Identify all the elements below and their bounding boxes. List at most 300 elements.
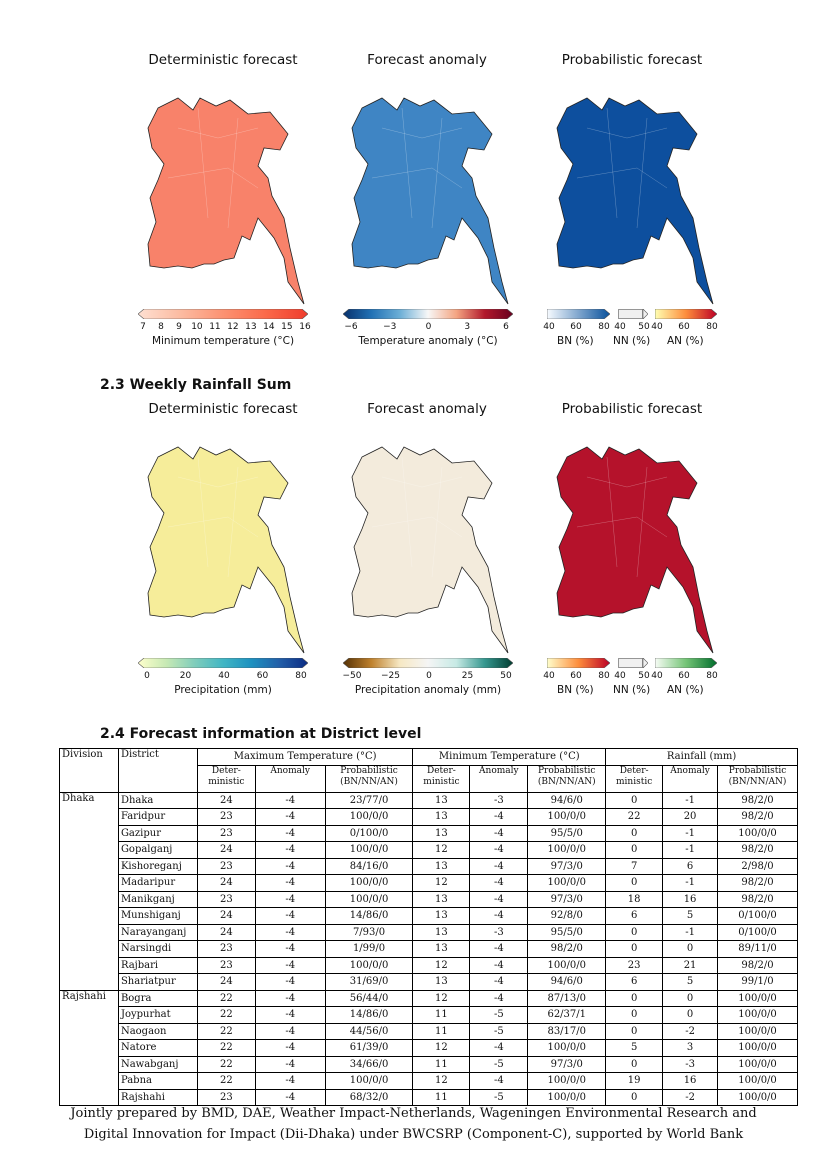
value-cell: 23 (606, 957, 663, 974)
value-cell: -4 (255, 924, 325, 941)
bn-label: BN (%) (557, 684, 594, 696)
value-cell: 100/0/0 (528, 957, 606, 974)
table-row (60, 842, 798, 859)
temp-anomaly-map (342, 68, 512, 308)
value-cell: 24 (197, 974, 255, 991)
value-cell: 7 (606, 858, 663, 875)
division-cell (60, 924, 119, 941)
value-cell: 0 (606, 825, 663, 842)
value-cell: 87/13/0 (528, 990, 606, 1007)
district-cell: Dhaka (118, 792, 197, 809)
value-cell: 100/0/0 (718, 825, 798, 842)
value-cell: 11 (413, 1023, 470, 1040)
value-cell: -4 (255, 1023, 325, 1040)
value-cell: -4 (255, 974, 325, 991)
tick-label: 3 (464, 322, 471, 332)
value-cell: -4 (255, 825, 325, 842)
value-cell: 92/8/0 (528, 908, 606, 925)
value-cell: 100/0/0 (718, 1040, 798, 1057)
district-cell: Rajbari (118, 957, 197, 974)
bn-label: BN (%) (557, 335, 594, 347)
district-cell: Manikganj (118, 891, 197, 908)
value-cell: -4 (470, 941, 528, 958)
value-cell: 18 (606, 891, 663, 908)
value-cell: 0 (606, 941, 663, 958)
district-cell: Rajshahi (118, 1089, 197, 1106)
table-row (60, 1056, 798, 1073)
district-cell: Munshiganj (118, 908, 197, 925)
value-cell: -4 (470, 974, 528, 991)
value-cell: 100/0/0 (528, 875, 606, 892)
footer (0, 1103, 827, 1145)
value-cell: 21 (663, 957, 718, 974)
table-row (60, 1040, 798, 1057)
tick-label: 40 (218, 671, 230, 681)
country-outline (557, 98, 713, 304)
value-cell: 12 (413, 842, 470, 859)
bn-colorbar (547, 658, 610, 668)
value-cell: -4 (255, 842, 325, 859)
country-outline (352, 447, 508, 653)
value-cell: 0 (606, 792, 663, 809)
table-row (60, 908, 798, 925)
value-cell: -5 (470, 1023, 528, 1040)
district-forecast-table (59, 748, 798, 1106)
tick-label: 40 (614, 322, 626, 332)
value-cell: -1 (663, 792, 718, 809)
an-colorbar (655, 658, 717, 668)
value-cell: 12 (413, 1040, 470, 1057)
value-cell: 100/0/0 (325, 842, 413, 859)
col-probabilistic: Probabilistic (BN/NN/AN) (528, 765, 606, 792)
value-cell: 62/37/1 (528, 1007, 606, 1024)
rainfall-section-heading: 2.3 Weekly Rainfall Sum (100, 377, 292, 393)
table-row (60, 891, 798, 908)
division-cell (60, 1073, 119, 1090)
division-cell (60, 941, 119, 958)
district-cell: Faridpur (118, 809, 197, 826)
min-temp-colorbar (138, 309, 308, 319)
value-cell: 100/0/0 (718, 1073, 798, 1090)
value-cell: 98/2/0 (718, 957, 798, 974)
tick-label: 8 (158, 322, 164, 332)
value-cell: 12 (413, 875, 470, 892)
tick-label: 50 (638, 671, 650, 681)
table-row (60, 825, 798, 842)
value-cell: 22 (197, 1056, 255, 1073)
tick-label: 40 (614, 671, 626, 681)
value-cell: -5 (470, 1056, 528, 1073)
value-cell: 34/66/0 (325, 1056, 413, 1073)
value-cell: 22 (197, 1023, 255, 1040)
table-row (60, 957, 798, 974)
tick-label: 12 (227, 322, 239, 332)
value-cell: 23/77/0 (325, 792, 413, 809)
table-row (60, 792, 798, 809)
district-cell: Joypurhat (118, 1007, 197, 1024)
value-cell: 13 (413, 908, 470, 925)
tick-label: 10 (191, 322, 203, 332)
value-cell: 100/0/0 (718, 1089, 798, 1106)
value-cell: 0 (606, 1056, 663, 1073)
tick-label: 60 (570, 671, 582, 681)
value-cell: 97/3/0 (528, 891, 606, 908)
rain-anomaly-map (342, 417, 512, 657)
value-cell: 5 (606, 1040, 663, 1057)
tick-label: 40 (651, 671, 663, 681)
tick-label: 40 (543, 671, 555, 681)
an-label: AN (%) (667, 684, 704, 696)
value-cell: 24 (197, 842, 255, 859)
value-cell: 24 (197, 908, 255, 925)
tick-label: 13 (245, 322, 257, 332)
value-cell: 11 (413, 1056, 470, 1073)
value-cell: -4 (255, 1040, 325, 1057)
division-cell (60, 908, 119, 925)
value-cell: -4 (255, 908, 325, 925)
value-cell: 6 (606, 974, 663, 991)
value-cell: -4 (255, 1089, 325, 1106)
precip-anomaly-label: Precipitation anomaly (mm) (354, 684, 502, 696)
value-cell: -1 (663, 924, 718, 941)
value-cell: 0 (606, 924, 663, 941)
value-cell: 13 (413, 858, 470, 875)
value-cell: 97/3/0 (528, 858, 606, 875)
value-cell: -4 (255, 875, 325, 892)
value-cell: 56/44/0 (325, 990, 413, 1007)
col-anomaly: Anomaly (663, 765, 718, 792)
tick-label: 80 (706, 671, 718, 681)
value-cell: 22 (197, 1007, 255, 1024)
value-cell: -3 (470, 792, 528, 809)
division-cell (60, 825, 119, 842)
division-cell (60, 809, 119, 826)
table-row (60, 875, 798, 892)
tick-label: 20 (179, 671, 192, 681)
value-cell: 7/93/0 (325, 924, 413, 941)
value-cell: -4 (255, 941, 325, 958)
value-cell: 23 (197, 858, 255, 875)
value-cell: 23 (197, 957, 255, 974)
value-cell: -4 (470, 875, 528, 892)
value-cell: 20 (663, 809, 718, 826)
value-cell: -4 (255, 1007, 325, 1024)
min-temp-label: Minimum temperature (°C) (151, 335, 295, 347)
value-cell: 97/3/0 (528, 1056, 606, 1073)
table-row (60, 941, 798, 958)
value-cell: 13 (413, 825, 470, 842)
value-cell: 16 (663, 1073, 718, 1090)
value-cell: 98/2/0 (718, 792, 798, 809)
division-cell: Rajshahi (60, 990, 119, 1007)
district-cell: Narayanganj (118, 924, 197, 941)
value-cell: 24 (197, 924, 255, 941)
value-cell: 83/17/0 (528, 1023, 606, 1040)
col-rainfall: Rainfall (mm) (606, 749, 798, 766)
tick-label: 14 (263, 322, 275, 332)
precip-anomaly-ticks (342, 671, 512, 683)
value-cell: 94/6/0 (528, 792, 606, 809)
value-cell: 24 (197, 792, 255, 809)
tick-label: 15 (281, 322, 293, 332)
value-cell: -1 (663, 825, 718, 842)
rain-deterministic-map (138, 417, 308, 657)
value-cell: 95/5/0 (528, 825, 606, 842)
value-cell: -4 (255, 990, 325, 1007)
tick-label: 60 (678, 322, 690, 332)
temp-probabilistic-map (547, 68, 717, 308)
value-cell: 100/0/0 (325, 957, 413, 974)
min-temp-ticks (140, 322, 311, 334)
value-cell: -4 (255, 809, 325, 826)
value-cell: 23 (197, 809, 255, 826)
value-cell: 100/0/0 (718, 1056, 798, 1073)
value-cell: 22 (197, 1040, 255, 1057)
an-colorbar (655, 309, 717, 319)
col-division: Division (60, 749, 119, 793)
value-cell: -4 (470, 908, 528, 925)
value-cell: 0 (606, 1023, 663, 1040)
division-cell (60, 1040, 119, 1057)
value-cell: -4 (255, 792, 325, 809)
tick-label: −6 (344, 322, 358, 332)
value-cell: 100/0/0 (718, 990, 798, 1007)
value-cell: 6 (663, 858, 718, 875)
temp-anomaly-title: Forecast anomaly (367, 52, 487, 68)
col-min-temp: Minimum Temperature (°C) (413, 749, 606, 766)
value-cell: -5 (470, 1007, 528, 1024)
value-cell: 100/0/0 (325, 891, 413, 908)
district-cell: Bogra (118, 990, 197, 1007)
value-cell: 2/98/0 (718, 858, 798, 875)
district-cell: Kishoreganj (118, 858, 197, 875)
value-cell: 5 (663, 908, 718, 925)
division-cell (60, 891, 119, 908)
value-cell: 16 (663, 891, 718, 908)
nn-colorbar (618, 309, 648, 319)
value-cell: 100/0/0 (325, 875, 413, 892)
temp-anomaly-label: Temperature anomaly (°C) (358, 335, 498, 347)
value-cell: 0/100/0 (718, 908, 798, 925)
value-cell: -2 (663, 1023, 718, 1040)
table-row (60, 1023, 798, 1040)
division-cell: Dhaka (60, 792, 119, 809)
temp-anomaly-colorbar (343, 309, 513, 319)
value-cell: 12 (413, 990, 470, 1007)
tick-label: 7 (140, 322, 146, 332)
value-cell: -1 (663, 875, 718, 892)
value-cell: 22 (606, 809, 663, 826)
tick-label: 60 (570, 322, 582, 332)
value-cell: -4 (470, 809, 528, 826)
country-outline (557, 447, 713, 653)
value-cell: -4 (255, 957, 325, 974)
tick-label: 40 (651, 322, 663, 332)
value-cell: 100/0/0 (528, 1073, 606, 1090)
value-cell: 100/0/0 (528, 1089, 606, 1106)
tick-label: 6 (503, 322, 509, 332)
nn-label: NN (%) (613, 684, 651, 696)
tick-label: 16 (299, 322, 311, 332)
value-cell: 23 (197, 825, 255, 842)
value-cell: 61/39/0 (325, 1040, 413, 1057)
precip-anomaly-colorbar (343, 658, 513, 668)
precip-label: Precipitation (mm) (174, 684, 272, 696)
value-cell: 3 (663, 1040, 718, 1057)
tick-label: 80 (598, 671, 610, 681)
value-cell: 5 (663, 974, 718, 991)
table-row (60, 974, 798, 991)
value-cell: 100/0/0 (325, 809, 413, 826)
value-cell: 0 (606, 1007, 663, 1024)
table-row (60, 990, 798, 1007)
district-cell: Pabna (118, 1073, 197, 1090)
bn-colorbar (547, 309, 610, 319)
col-district: District (118, 749, 197, 793)
tick-label: −25 (381, 671, 400, 681)
table-row (60, 924, 798, 941)
value-cell: -4 (255, 858, 325, 875)
value-cell: -4 (470, 1040, 528, 1057)
tick-label: 80 (706, 322, 718, 332)
value-cell: 11 (413, 1007, 470, 1024)
value-cell: 13 (413, 974, 470, 991)
value-cell: -4 (470, 825, 528, 842)
value-cell: -2 (663, 1089, 718, 1106)
value-cell: 6 (606, 908, 663, 925)
value-cell: 68/32/0 (325, 1089, 413, 1106)
tick-label: 11 (209, 322, 221, 332)
district-cell: Naogaon (118, 1023, 197, 1040)
value-cell: 100/0/0 (528, 842, 606, 859)
value-cell: -4 (255, 891, 325, 908)
value-cell: 84/16/0 (325, 858, 413, 875)
value-cell: 12 (413, 1073, 470, 1090)
value-cell: -3 (470, 924, 528, 941)
rain-prob-colorbars (543, 658, 722, 698)
tick-label: 60 (678, 671, 690, 681)
division-cell (60, 1056, 119, 1073)
country-outline (148, 98, 304, 304)
value-cell: -4 (470, 1073, 528, 1090)
value-cell: 100/0/0 (718, 1007, 798, 1024)
district-cell: Gazipur (118, 825, 197, 842)
district-cell: Madaripur (118, 875, 197, 892)
tick-label: 25 (461, 671, 474, 681)
value-cell: 98/2/0 (718, 809, 798, 826)
value-cell: 0 (606, 875, 663, 892)
value-cell: 100/0/0 (718, 1023, 798, 1040)
table-row (60, 809, 798, 826)
tick-label: 60 (256, 671, 269, 681)
col-probabilistic: Probabilistic (BN/NN/AN) (325, 765, 413, 792)
value-cell: 98/2/0 (718, 875, 798, 892)
division-cell (60, 858, 119, 875)
nn-colorbar (618, 658, 648, 668)
an-label: AN (%) (667, 335, 704, 347)
col-deterministic: Deter-ministic (197, 765, 255, 792)
col-deterministic: Deter-ministic (413, 765, 470, 792)
value-cell: -3 (663, 1056, 718, 1073)
tick-label: 0 (144, 671, 150, 681)
col-deterministic: Deter-ministic (606, 765, 663, 792)
district-cell: Shariatpur (118, 974, 197, 991)
tick-label: 0 (426, 671, 432, 681)
tick-label: 9 (176, 322, 182, 332)
value-cell: 0 (606, 842, 663, 859)
rain-probabilistic-title: Probabilistic forecast (561, 401, 703, 417)
value-cell: 13 (413, 924, 470, 941)
value-cell: -4 (470, 842, 528, 859)
value-cell: 0 (606, 990, 663, 1007)
division-cell (60, 974, 119, 991)
value-cell: 23 (197, 941, 255, 958)
col-anomaly: Anomaly (255, 765, 325, 792)
value-cell: -4 (470, 957, 528, 974)
tick-label: 80 (598, 322, 610, 332)
value-cell: 13 (413, 809, 470, 826)
value-cell: 0/100/0 (325, 825, 413, 842)
value-cell: 11 (413, 1089, 470, 1106)
tick-label: 0 (425, 322, 432, 332)
district-cell: Gopalganj (118, 842, 197, 859)
value-cell: -5 (470, 1089, 528, 1106)
temp-deterministic-map (138, 68, 308, 308)
tick-label: −50 (342, 671, 362, 681)
tick-label: 40 (543, 322, 555, 332)
value-cell: 14/86/0 (325, 1007, 413, 1024)
value-cell: 0 (663, 941, 718, 958)
value-cell: 98/2/0 (528, 941, 606, 958)
country-outline (352, 98, 508, 304)
district-section-heading: 2.4 Forecast information at District level (100, 726, 422, 742)
value-cell: 24 (197, 875, 255, 892)
table-body (60, 792, 798, 1106)
col-probabilistic: Probabilistic (BN/NN/AN) (718, 765, 798, 792)
tick-label: 80 (295, 671, 307, 681)
division-cell (60, 1007, 119, 1024)
district-cell: Natore (118, 1040, 197, 1057)
value-cell: 22 (197, 990, 255, 1007)
value-cell: -4 (470, 891, 528, 908)
table-row (60, 1073, 798, 1090)
value-cell: 0/100/0 (718, 924, 798, 941)
value-cell: 98/2/0 (718, 891, 798, 908)
value-cell: -4 (255, 1056, 325, 1073)
country-outline (148, 447, 304, 653)
value-cell: 22 (197, 1073, 255, 1090)
division-cell (60, 957, 119, 974)
value-cell: 100/0/0 (528, 809, 606, 826)
table-header-row (60, 749, 798, 766)
value-cell: 89/11/0 (718, 941, 798, 958)
value-cell: 12 (413, 957, 470, 974)
value-cell: -4 (470, 990, 528, 1007)
value-cell: 0 (663, 1007, 718, 1024)
division-cell (60, 842, 119, 859)
temp-deterministic-title: Deterministic forecast (148, 52, 298, 68)
nn-label: NN (%) (613, 335, 651, 347)
value-cell: 100/0/0 (325, 1073, 413, 1090)
value-cell: 31/69/0 (325, 974, 413, 991)
footer-line-1: Jointly prepared by BMD, DAE, Weather Impact-Netherlands, Wageningen Environmental Research and (70, 1106, 757, 1121)
value-cell: 0 (606, 1089, 663, 1106)
temp-anomaly-ticks (344, 322, 509, 334)
value-cell: 99/1/0 (718, 974, 798, 991)
value-cell: 100/0/0 (528, 1040, 606, 1057)
value-cell: 19 (606, 1073, 663, 1090)
col-max-temp: Maximum Temperature (°C) (197, 749, 413, 766)
